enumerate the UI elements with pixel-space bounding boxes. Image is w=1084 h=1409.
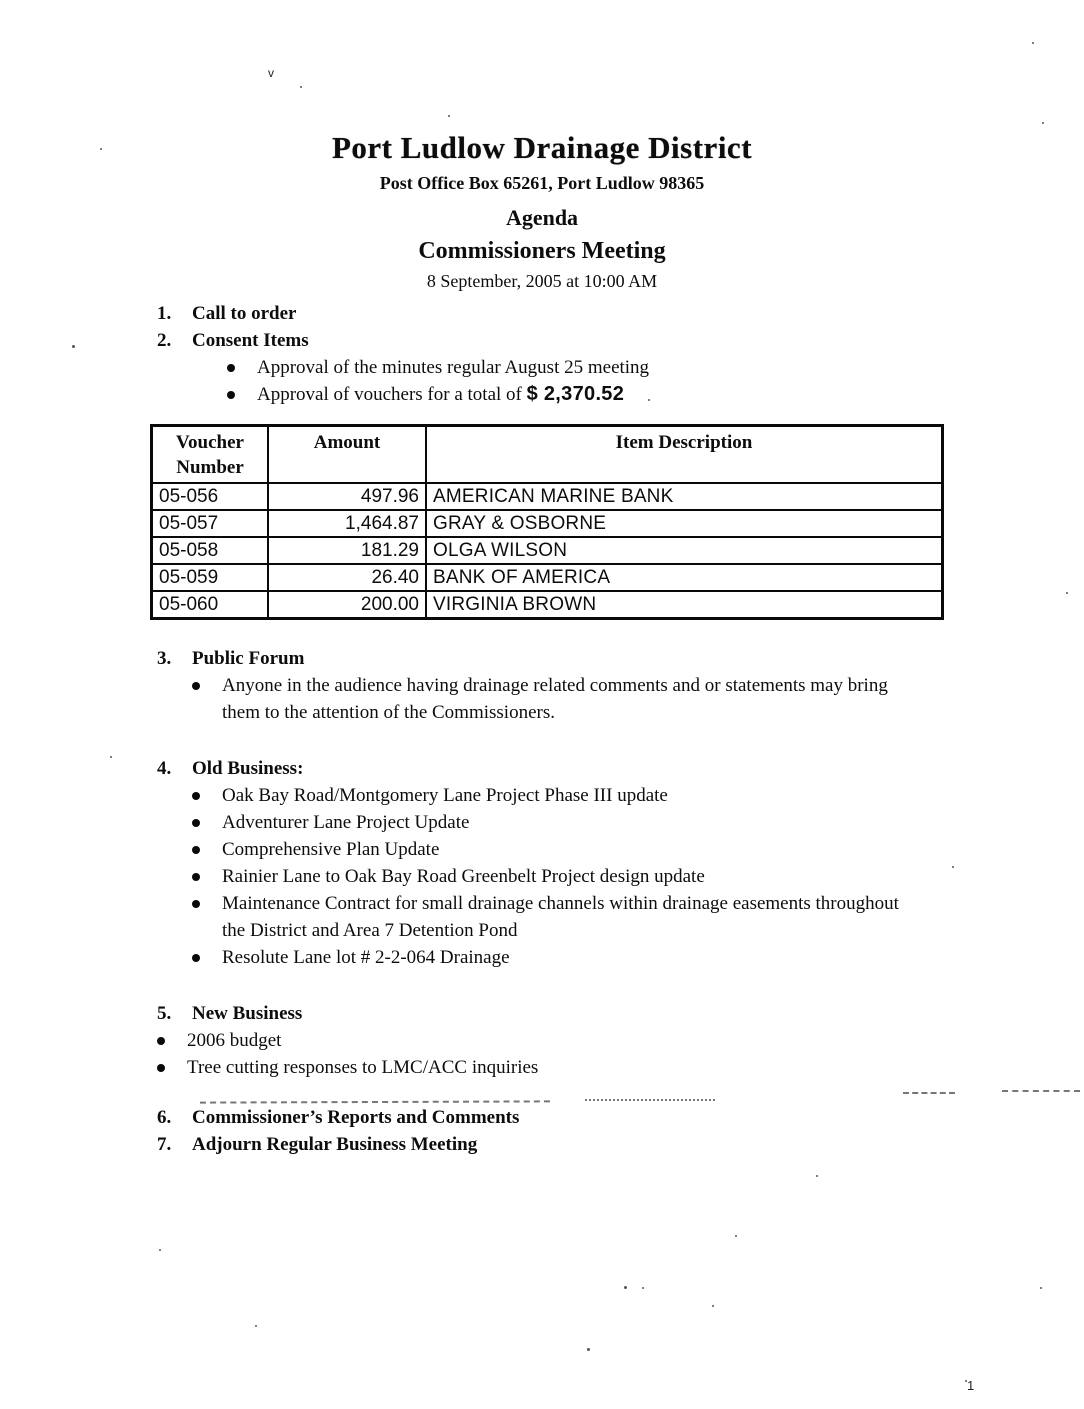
bullet-marker — [157, 1054, 187, 1081]
table-row — [152, 483, 943, 510]
scan-speck — [110, 756, 112, 758]
voucher-number-cell: 05-057 — [152, 510, 269, 537]
agenda-body — [0, 300, 1084, 1158]
bullet-text: Rainier Lane to Oak Bay Road Greenbelt Project design update — [222, 866, 705, 887]
bullet-text: Anyone in the audience having drainage related comments and or statements may bring them to the attention of the Commissioners. — [222, 675, 888, 723]
voucher-table-wrap — [150, 424, 1084, 620]
amount-cell: 181.29 — [268, 537, 426, 564]
item-description-cell: OLGA WILSON — [426, 537, 943, 564]
scan-speck — [448, 115, 450, 117]
bullet-public-forum — [192, 672, 1084, 726]
voucher-table — [150, 424, 944, 620]
bullet-oak-bay-road — [192, 782, 1084, 809]
table-row — [152, 537, 943, 564]
bullet-tree-cutting — [157, 1054, 1084, 1081]
document-header — [0, 0, 1084, 292]
item-number: 7. — [157, 1134, 172, 1155]
scan-smudge-line — [585, 1099, 715, 1101]
scan-speck — [255, 1325, 257, 1327]
scan-smudge-line — [1002, 1090, 1080, 1092]
scan-speck — [624, 1286, 627, 1289]
bullet-marker — [192, 782, 222, 809]
table-row — [152, 591, 943, 619]
item-title: Commissioner’s Reports and Comments — [192, 1107, 520, 1128]
bullet-text: Adventurer Lane Project Update — [222, 812, 470, 833]
voucher-number-cell: 05-059 — [152, 564, 269, 591]
voucher-number-cell: 05-058 — [152, 537, 269, 564]
bullet-marker — [192, 944, 222, 971]
bullet-text: Maintenance Contract for small drainage channels within drainage easements throughout the District and Area 7 Detention Pond — [222, 893, 899, 941]
scan-speck — [587, 1348, 590, 1351]
scan-speck — [712, 1305, 714, 1307]
voucher-number-cell: 05-060 — [152, 591, 269, 619]
voucher-number-header: Voucher Number — [152, 426, 269, 484]
item-description-cell: BANK OF AMERICA — [426, 564, 943, 591]
table-row — [152, 510, 943, 537]
bullet-marker — [192, 836, 222, 863]
item-title: Consent Items — [192, 330, 309, 351]
bullet-marker — [192, 809, 222, 836]
bullet-text: Tree cutting responses to LMC/ACC inquiries — [187, 1057, 539, 1078]
scan-speck — [965, 1380, 967, 1382]
agenda-item-new-business — [157, 1000, 1084, 1027]
bullet-resolute-lane — [192, 944, 1084, 971]
scan-speck — [300, 86, 302, 88]
agenda-item-call-to-order — [157, 300, 1084, 327]
scan-artifact-glyph: 1 — [967, 1378, 975, 1393]
bullet-marker — [192, 672, 222, 699]
item-title: Adjourn Regular Business Meeting — [192, 1134, 478, 1155]
bullet-marker — [192, 890, 222, 917]
agenda-item-consent-items — [157, 327, 1084, 354]
scan-artifact-glyph: v — [268, 66, 274, 80]
scan-speck — [1040, 1287, 1042, 1289]
bullet-maintenance-contract — [192, 890, 1084, 944]
bullet-adventurer-lane — [192, 809, 1084, 836]
scan-speck — [100, 148, 102, 150]
bullet-text: 2006 budget — [187, 1030, 282, 1051]
amount-cell: 26.40 — [268, 564, 426, 591]
item-title: Call to order — [192, 303, 297, 324]
scan-speck — [816, 1175, 818, 1177]
bullet-text — [257, 381, 624, 408]
scan-smudge-line — [903, 1092, 955, 1094]
bullet-text: Oak Bay Road/Montgomery Lane Project Phase III update — [222, 785, 668, 806]
voucher-total-prefix: Approval of vouchers for a total of — [257, 384, 527, 405]
agenda-item-adjourn — [157, 1131, 1084, 1158]
item-number: 1. — [157, 303, 172, 324]
item-description-header: Item Description — [426, 426, 943, 484]
voucher-total-amount: $ 2,370.52 — [526, 383, 625, 405]
po-box-line: Post Office Box 65261, Port Ludlow 98365 — [379, 173, 705, 193]
agenda-item-old-business — [157, 755, 1084, 782]
bullet-minutes-approval — [227, 354, 1084, 381]
agenda-item-public-forum — [157, 645, 1084, 672]
bullet-marker — [227, 354, 257, 381]
scan-speck — [72, 345, 75, 348]
bullet-vouchers-approval — [227, 381, 1084, 408]
scan-speck — [735, 1235, 737, 1237]
bullet-text: Comprehensive Plan Update — [222, 839, 440, 860]
scan-speck — [1066, 592, 1068, 594]
scan-speck — [648, 399, 650, 401]
item-number: 2. — [157, 330, 172, 351]
item-number: 4. — [157, 758, 172, 779]
bullet-marker — [157, 1027, 187, 1054]
meeting-datetime: 8 September, 2005 at 10:00 AM — [426, 271, 658, 291]
item-description-cell: VIRGINIA BROWN — [426, 591, 943, 619]
bullet-comprehensive-plan — [192, 836, 1084, 863]
agenda-item-commissioner-reports — [157, 1104, 1084, 1131]
item-number: 6. — [157, 1107, 172, 1128]
scan-speck — [1042, 122, 1044, 124]
item-description-cell: GRAY & OSBORNE — [426, 510, 943, 537]
table-header-row — [152, 426, 943, 484]
bullet-2006-budget — [157, 1027, 1084, 1054]
bullet-marker — [192, 863, 222, 890]
bullet-text: Approval of the minutes regular August 25 meeting — [257, 357, 650, 378]
amount-header: Amount — [268, 426, 426, 484]
scan-speck — [952, 866, 954, 868]
scan-speck — [1032, 42, 1034, 44]
table-row — [152, 564, 943, 591]
item-number: 5. — [157, 1003, 172, 1024]
amount-cell: 1,464.87 — [268, 510, 426, 537]
scan-speck — [642, 1287, 644, 1289]
scan-speck — [159, 1249, 161, 1251]
item-title: Public Forum — [192, 648, 305, 669]
doc-type-label: Agenda — [505, 205, 579, 230]
item-title: Old Business: — [192, 758, 304, 779]
amount-cell: 200.00 — [268, 591, 426, 619]
voucher-number-cell: 05-056 — [152, 483, 269, 510]
amount-cell: 497.96 — [268, 483, 426, 510]
item-description-cell: AMERICAN MARINE BANK — [426, 483, 943, 510]
item-title: New Business — [192, 1003, 303, 1024]
bullet-text: Resolute Lane lot # 2-2-064 Drainage — [222, 947, 510, 968]
bullet-marker — [227, 381, 257, 408]
page-title: Port Ludlow Drainage District — [331, 130, 753, 165]
bullet-rainier-lane — [192, 863, 1084, 890]
meeting-title: Commissioners Meeting — [418, 238, 666, 264]
item-number: 3. — [157, 648, 172, 669]
